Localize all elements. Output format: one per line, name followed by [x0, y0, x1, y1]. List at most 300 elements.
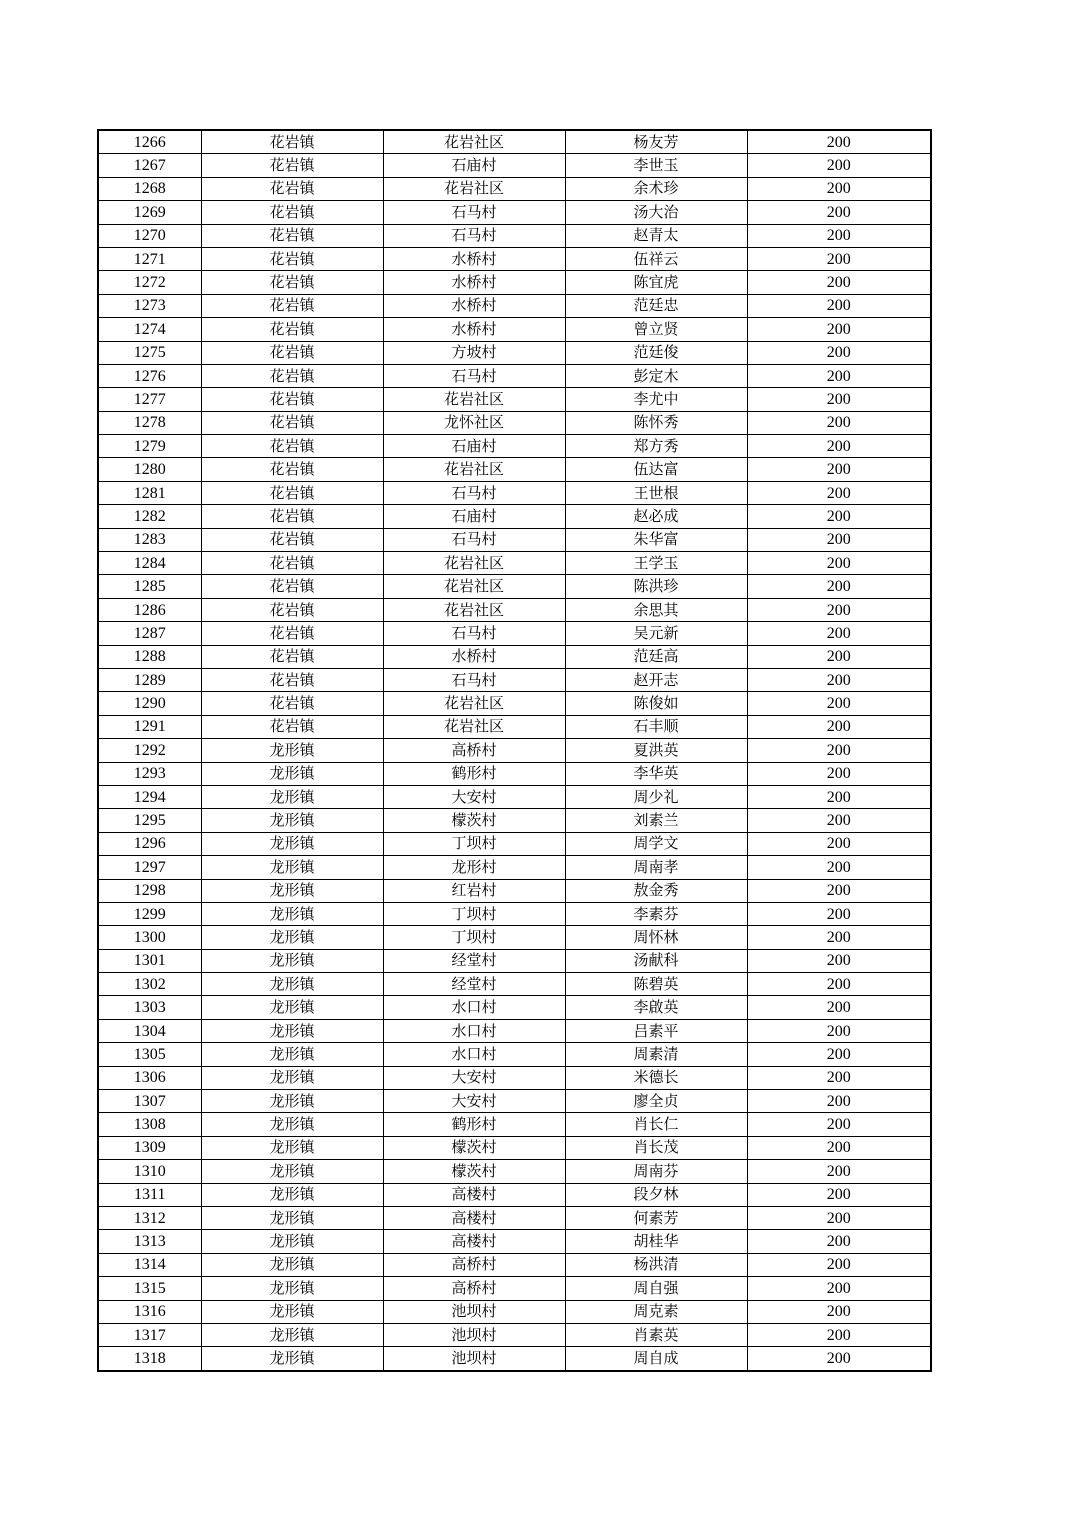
name-cell: 陈碧英: [565, 973, 747, 996]
amount-cell: 200: [747, 598, 931, 621]
village-cell: 水桥村: [383, 247, 565, 270]
name-cell: 周素清: [565, 1043, 747, 1066]
name-cell: 胡桂华: [565, 1230, 747, 1253]
table-row: [98, 1206, 931, 1229]
name-cell: 肖素英: [565, 1323, 747, 1346]
village-cell: 石马村: [383, 224, 565, 247]
row-number-cell: 1296: [98, 832, 201, 855]
row-number-cell: 1278: [98, 411, 201, 434]
name-cell: 夏洪英: [565, 739, 747, 762]
village-cell: 高楼村: [383, 1230, 565, 1253]
name-cell: 陈洪珍: [565, 575, 747, 598]
amount-cell: 200: [747, 809, 931, 832]
township-cell: 龙形镇: [201, 856, 383, 879]
table-row: [98, 1136, 931, 1159]
table-row: [98, 996, 931, 1019]
table-row: [98, 785, 931, 808]
township-cell: 龙形镇: [201, 1183, 383, 1206]
table-row: [98, 1323, 931, 1346]
row-number-cell: 1304: [98, 1019, 201, 1042]
amount-cell: 200: [747, 879, 931, 902]
amount-cell: 200: [747, 902, 931, 925]
name-cell: 赵必成: [565, 505, 747, 528]
table-row: [98, 879, 931, 902]
township-cell: 花岩镇: [201, 388, 383, 411]
name-cell: 余术珍: [565, 177, 747, 200]
table-row: [98, 177, 931, 200]
village-cell: 高楼村: [383, 1183, 565, 1206]
township-cell: 龙形镇: [201, 1136, 383, 1159]
row-number-cell: 1306: [98, 1066, 201, 1089]
township-cell: 龙形镇: [201, 1113, 383, 1136]
township-cell: 花岩镇: [201, 294, 383, 317]
name-cell: 周自强: [565, 1277, 747, 1300]
table-row: [98, 364, 931, 387]
village-cell: 高桥村: [383, 1277, 565, 1300]
table-row: [98, 926, 931, 949]
table-row: [98, 1090, 931, 1113]
table-row: [98, 458, 931, 481]
row-number-cell: 1297: [98, 856, 201, 879]
row-number-cell: 1303: [98, 996, 201, 1019]
village-cell: 池坝村: [383, 1300, 565, 1323]
table-row: [98, 341, 931, 364]
name-cell: 刘素兰: [565, 809, 747, 832]
village-cell: 高桥村: [383, 739, 565, 762]
name-cell: 陈怀秀: [565, 411, 747, 434]
amount-cell: 200: [747, 739, 931, 762]
village-cell: 鹤形村: [383, 1113, 565, 1136]
name-cell: 段夕林: [565, 1183, 747, 1206]
row-number-cell: 1292: [98, 739, 201, 762]
name-cell: 赵开志: [565, 668, 747, 691]
township-cell: 龙形镇: [201, 879, 383, 902]
amount-cell: 200: [747, 1277, 931, 1300]
table-row: [98, 1253, 931, 1276]
township-cell: 龙形镇: [201, 832, 383, 855]
table-row: [98, 552, 931, 575]
table-row: [98, 949, 931, 972]
village-cell: 花岩社区: [383, 177, 565, 200]
name-cell: 廖全贞: [565, 1090, 747, 1113]
amount-cell: 200: [747, 762, 931, 785]
name-cell: 米德长: [565, 1066, 747, 1089]
village-cell: 水桥村: [383, 318, 565, 341]
name-cell: 李华英: [565, 762, 747, 785]
village-cell: 大安村: [383, 785, 565, 808]
table-row: [98, 668, 931, 691]
row-number-cell: 1301: [98, 949, 201, 972]
name-cell: 周自成: [565, 1347, 747, 1371]
name-cell: 彭定木: [565, 364, 747, 387]
row-number-cell: 1308: [98, 1113, 201, 1136]
name-cell: 陈宜虎: [565, 271, 747, 294]
township-cell: 龙形镇: [201, 1160, 383, 1183]
name-cell: 吕素平: [565, 1019, 747, 1042]
township-cell: 花岩镇: [201, 364, 383, 387]
name-cell: 周少礼: [565, 785, 747, 808]
amount-cell: 200: [747, 1113, 931, 1136]
table-row: [98, 1300, 931, 1323]
village-cell: 红岩村: [383, 879, 565, 902]
row-number-cell: 1273: [98, 294, 201, 317]
township-cell: 花岩镇: [201, 481, 383, 504]
table-row: [98, 1347, 931, 1371]
amount-cell: 200: [747, 318, 931, 341]
name-cell: 伍祥云: [565, 247, 747, 270]
row-number-cell: 1307: [98, 1090, 201, 1113]
village-cell: 水桥村: [383, 271, 565, 294]
row-number-cell: 1293: [98, 762, 201, 785]
amount-cell: 200: [747, 996, 931, 1019]
village-cell: 高楼村: [383, 1206, 565, 1229]
village-cell: 石庙村: [383, 154, 565, 177]
village-cell: 石马村: [383, 528, 565, 551]
amount-cell: 200: [747, 1300, 931, 1323]
village-cell: 檬茨村: [383, 1136, 565, 1159]
amount-cell: 200: [747, 271, 931, 294]
village-cell: 龙怀社区: [383, 411, 565, 434]
township-cell: 龙形镇: [201, 949, 383, 972]
village-cell: 石马村: [383, 668, 565, 691]
row-number-cell: 1305: [98, 1043, 201, 1066]
name-cell: 王学玉: [565, 552, 747, 575]
township-cell: 龙形镇: [201, 996, 383, 1019]
township-cell: 龙形镇: [201, 739, 383, 762]
village-cell: 经堂村: [383, 949, 565, 972]
township-cell: 龙形镇: [201, 1019, 383, 1042]
amount-cell: 200: [747, 435, 931, 458]
table-row: [98, 1019, 931, 1042]
township-cell: 花岩镇: [201, 411, 383, 434]
township-cell: 龙形镇: [201, 1230, 383, 1253]
name-cell: 朱华富: [565, 528, 747, 551]
row-number-cell: 1286: [98, 598, 201, 621]
row-number-cell: 1309: [98, 1136, 201, 1159]
table-row: [98, 902, 931, 925]
amount-cell: 200: [747, 528, 931, 551]
amount-cell: 200: [747, 1043, 931, 1066]
township-cell: 花岩镇: [201, 201, 383, 224]
row-number-cell: 1300: [98, 926, 201, 949]
row-number-cell: 1311: [98, 1183, 201, 1206]
village-cell: 石马村: [383, 622, 565, 645]
table-row: [98, 201, 931, 224]
table-row: [98, 575, 931, 598]
village-cell: 丁坝村: [383, 832, 565, 855]
name-cell: 王世根: [565, 481, 747, 504]
table-row: [98, 1113, 931, 1136]
amount-cell: 200: [747, 668, 931, 691]
name-cell: 周怀林: [565, 926, 747, 949]
row-number-cell: 1310: [98, 1160, 201, 1183]
village-cell: 花岩社区: [383, 388, 565, 411]
village-cell: 鹤形村: [383, 762, 565, 785]
row-number-cell: 1294: [98, 785, 201, 808]
name-cell: 汤献科: [565, 949, 747, 972]
amount-cell: 200: [747, 294, 931, 317]
amount-cell: 200: [747, 1019, 931, 1042]
amount-cell: 200: [747, 224, 931, 247]
township-cell: 龙形镇: [201, 1323, 383, 1346]
village-cell: 花岩社区: [383, 552, 565, 575]
row-number-cell: 1276: [98, 364, 201, 387]
amount-cell: 200: [747, 1253, 931, 1276]
amount-cell: 200: [747, 1160, 931, 1183]
amount-cell: 200: [747, 926, 931, 949]
table-row: [98, 762, 931, 785]
row-number-cell: 1268: [98, 177, 201, 200]
amount-cell: 200: [747, 949, 931, 972]
row-number-cell: 1315: [98, 1277, 201, 1300]
row-number-cell: 1289: [98, 668, 201, 691]
village-cell: 花岩社区: [383, 715, 565, 738]
table-row: [98, 715, 931, 738]
table-row: [98, 318, 931, 341]
table-row: [98, 388, 931, 411]
name-cell: 肖长茂: [565, 1136, 747, 1159]
township-cell: 龙形镇: [201, 1300, 383, 1323]
name-cell: 范廷高: [565, 645, 747, 668]
township-cell: 花岩镇: [201, 271, 383, 294]
amount-cell: 200: [747, 481, 931, 504]
township-cell: 龙形镇: [201, 973, 383, 996]
table-row: [98, 294, 931, 317]
name-cell: 杨友芳: [565, 130, 747, 154]
name-cell: 石丰顺: [565, 715, 747, 738]
amount-cell: 200: [747, 1230, 931, 1253]
township-cell: 龙形镇: [201, 1043, 383, 1066]
village-cell: 石马村: [383, 364, 565, 387]
village-cell: 花岩社区: [383, 692, 565, 715]
village-cell: 丁坝村: [383, 926, 565, 949]
row-number-cell: 1277: [98, 388, 201, 411]
amount-cell: 200: [747, 364, 931, 387]
name-cell: 周学文: [565, 832, 747, 855]
name-cell: 周南芬: [565, 1160, 747, 1183]
row-number-cell: 1281: [98, 481, 201, 504]
table-row: [98, 435, 931, 458]
township-cell: 花岩镇: [201, 224, 383, 247]
township-cell: 龙形镇: [201, 1090, 383, 1113]
table-row: [98, 622, 931, 645]
name-cell: 李世玉: [565, 154, 747, 177]
township-cell: 花岩镇: [201, 715, 383, 738]
row-number-cell: 1285: [98, 575, 201, 598]
row-number-cell: 1282: [98, 505, 201, 528]
table-row: [98, 1160, 931, 1183]
row-number-cell: 1279: [98, 435, 201, 458]
table-row: [98, 224, 931, 247]
amount-cell: 200: [747, 622, 931, 645]
amount-cell: 200: [747, 201, 931, 224]
amount-cell: 200: [747, 1323, 931, 1346]
row-number-cell: 1302: [98, 973, 201, 996]
township-cell: 花岩镇: [201, 435, 383, 458]
name-cell: 李尤中: [565, 388, 747, 411]
name-cell: 何素芳: [565, 1206, 747, 1229]
township-cell: 花岩镇: [201, 692, 383, 715]
row-number-cell: 1318: [98, 1347, 201, 1371]
township-cell: 花岩镇: [201, 645, 383, 668]
table-row: [98, 247, 931, 270]
name-cell: 杨洪清: [565, 1253, 747, 1276]
village-cell: 花岩社区: [383, 458, 565, 481]
amount-cell: 200: [747, 1347, 931, 1371]
township-cell: 花岩镇: [201, 177, 383, 200]
row-number-cell: 1317: [98, 1323, 201, 1346]
amount-cell: 200: [747, 458, 931, 481]
name-cell: 肖长仁: [565, 1113, 747, 1136]
township-cell: 花岩镇: [201, 552, 383, 575]
table-row: [98, 598, 931, 621]
village-cell: 花岩社区: [383, 598, 565, 621]
village-cell: 水桥村: [383, 645, 565, 668]
name-cell: 周克素: [565, 1300, 747, 1323]
township-cell: 花岩镇: [201, 528, 383, 551]
township-cell: 花岩镇: [201, 575, 383, 598]
name-cell: 伍达富: [565, 458, 747, 481]
table-row: [98, 856, 931, 879]
village-cell: 池坝村: [383, 1323, 565, 1346]
township-cell: 花岩镇: [201, 154, 383, 177]
amount-cell: 200: [747, 692, 931, 715]
row-number-cell: 1284: [98, 552, 201, 575]
village-cell: 石马村: [383, 201, 565, 224]
row-number-cell: 1290: [98, 692, 201, 715]
name-cell: 陈俊如: [565, 692, 747, 715]
amount-cell: 200: [747, 177, 931, 200]
village-cell: 水口村: [383, 996, 565, 1019]
row-number-cell: 1283: [98, 528, 201, 551]
name-cell: 范廷俊: [565, 341, 747, 364]
name-cell: 敖金秀: [565, 879, 747, 902]
village-cell: 大安村: [383, 1066, 565, 1089]
table-row: [98, 1043, 931, 1066]
row-number-cell: 1266: [98, 130, 201, 154]
village-cell: 丁坝村: [383, 902, 565, 925]
table-row: [98, 645, 931, 668]
name-cell: 曾立贤: [565, 318, 747, 341]
amount-cell: 200: [747, 552, 931, 575]
table-row: [98, 1183, 931, 1206]
name-cell: 李啟英: [565, 996, 747, 1019]
row-number-cell: 1267: [98, 154, 201, 177]
amount-cell: 200: [747, 785, 931, 808]
township-cell: 花岩镇: [201, 318, 383, 341]
village-cell: 龙形村: [383, 856, 565, 879]
amount-cell: 200: [747, 1066, 931, 1089]
amount-cell: 200: [747, 645, 931, 668]
table-row: [98, 832, 931, 855]
amount-cell: 200: [747, 154, 931, 177]
table-row: [98, 528, 931, 551]
township-cell: 龙形镇: [201, 1347, 383, 1371]
amount-cell: 200: [747, 411, 931, 434]
table-row: [98, 271, 931, 294]
name-cell: 李素芬: [565, 902, 747, 925]
village-cell: 水口村: [383, 1019, 565, 1042]
township-cell: 花岩镇: [201, 668, 383, 691]
township-cell: 龙形镇: [201, 809, 383, 832]
village-cell: 花岩社区: [383, 575, 565, 598]
row-number-cell: 1298: [98, 879, 201, 902]
township-cell: 龙形镇: [201, 902, 383, 925]
township-cell: 花岩镇: [201, 458, 383, 481]
row-number-cell: 1314: [98, 1253, 201, 1276]
village-cell: 大安村: [383, 1090, 565, 1113]
amount-cell: 200: [747, 856, 931, 879]
name-cell: 吴元新: [565, 622, 747, 645]
table-row: [98, 505, 931, 528]
amount-cell: 200: [747, 130, 931, 154]
village-cell: 方坡村: [383, 341, 565, 364]
name-cell: 范廷忠: [565, 294, 747, 317]
village-cell: 水桥村: [383, 294, 565, 317]
township-cell: 龙形镇: [201, 1277, 383, 1300]
amount-cell: 200: [747, 1136, 931, 1159]
amount-cell: 200: [747, 341, 931, 364]
row-number-cell: 1287: [98, 622, 201, 645]
row-number-cell: 1280: [98, 458, 201, 481]
township-cell: 龙形镇: [201, 926, 383, 949]
table-row: [98, 1066, 931, 1089]
township-cell: 花岩镇: [201, 505, 383, 528]
row-number-cell: 1274: [98, 318, 201, 341]
table-row: [98, 1230, 931, 1253]
amount-cell: 200: [747, 388, 931, 411]
row-number-cell: 1299: [98, 902, 201, 925]
village-cell: 檬茨村: [383, 1160, 565, 1183]
village-cell: 高桥村: [383, 1253, 565, 1276]
township-cell: 龙形镇: [201, 1253, 383, 1276]
amount-cell: 200: [747, 715, 931, 738]
village-cell: 水口村: [383, 1043, 565, 1066]
township-cell: 花岩镇: [201, 622, 383, 645]
row-number-cell: 1295: [98, 809, 201, 832]
table-row: [98, 739, 931, 762]
village-cell: 经堂村: [383, 973, 565, 996]
row-number-cell: 1270: [98, 224, 201, 247]
name-cell: 余思其: [565, 598, 747, 621]
township-cell: 花岩镇: [201, 247, 383, 270]
amount-cell: 200: [747, 505, 931, 528]
amount-cell: 200: [747, 1090, 931, 1113]
amount-cell: 200: [747, 832, 931, 855]
village-cell: 花岩社区: [383, 130, 565, 154]
village-cell: 池坝村: [383, 1347, 565, 1371]
table-row: [98, 1277, 931, 1300]
name-cell: 赵青太: [565, 224, 747, 247]
table-row: [98, 809, 931, 832]
village-cell: 檬茨村: [383, 809, 565, 832]
row-number-cell: 1275: [98, 341, 201, 364]
township-cell: 龙形镇: [201, 762, 383, 785]
township-cell: 花岩镇: [201, 598, 383, 621]
row-number-cell: 1291: [98, 715, 201, 738]
township-cell: 龙形镇: [201, 1206, 383, 1229]
table-row: [98, 130, 931, 154]
amount-cell: 200: [747, 1206, 931, 1229]
name-cell: 郑方秀: [565, 435, 747, 458]
amount-cell: 200: [747, 575, 931, 598]
township-cell: 龙形镇: [201, 1066, 383, 1089]
amount-cell: 200: [747, 973, 931, 996]
roster-table: [97, 129, 932, 1372]
table-row: [98, 154, 931, 177]
township-cell: 龙形镇: [201, 785, 383, 808]
row-number-cell: 1288: [98, 645, 201, 668]
